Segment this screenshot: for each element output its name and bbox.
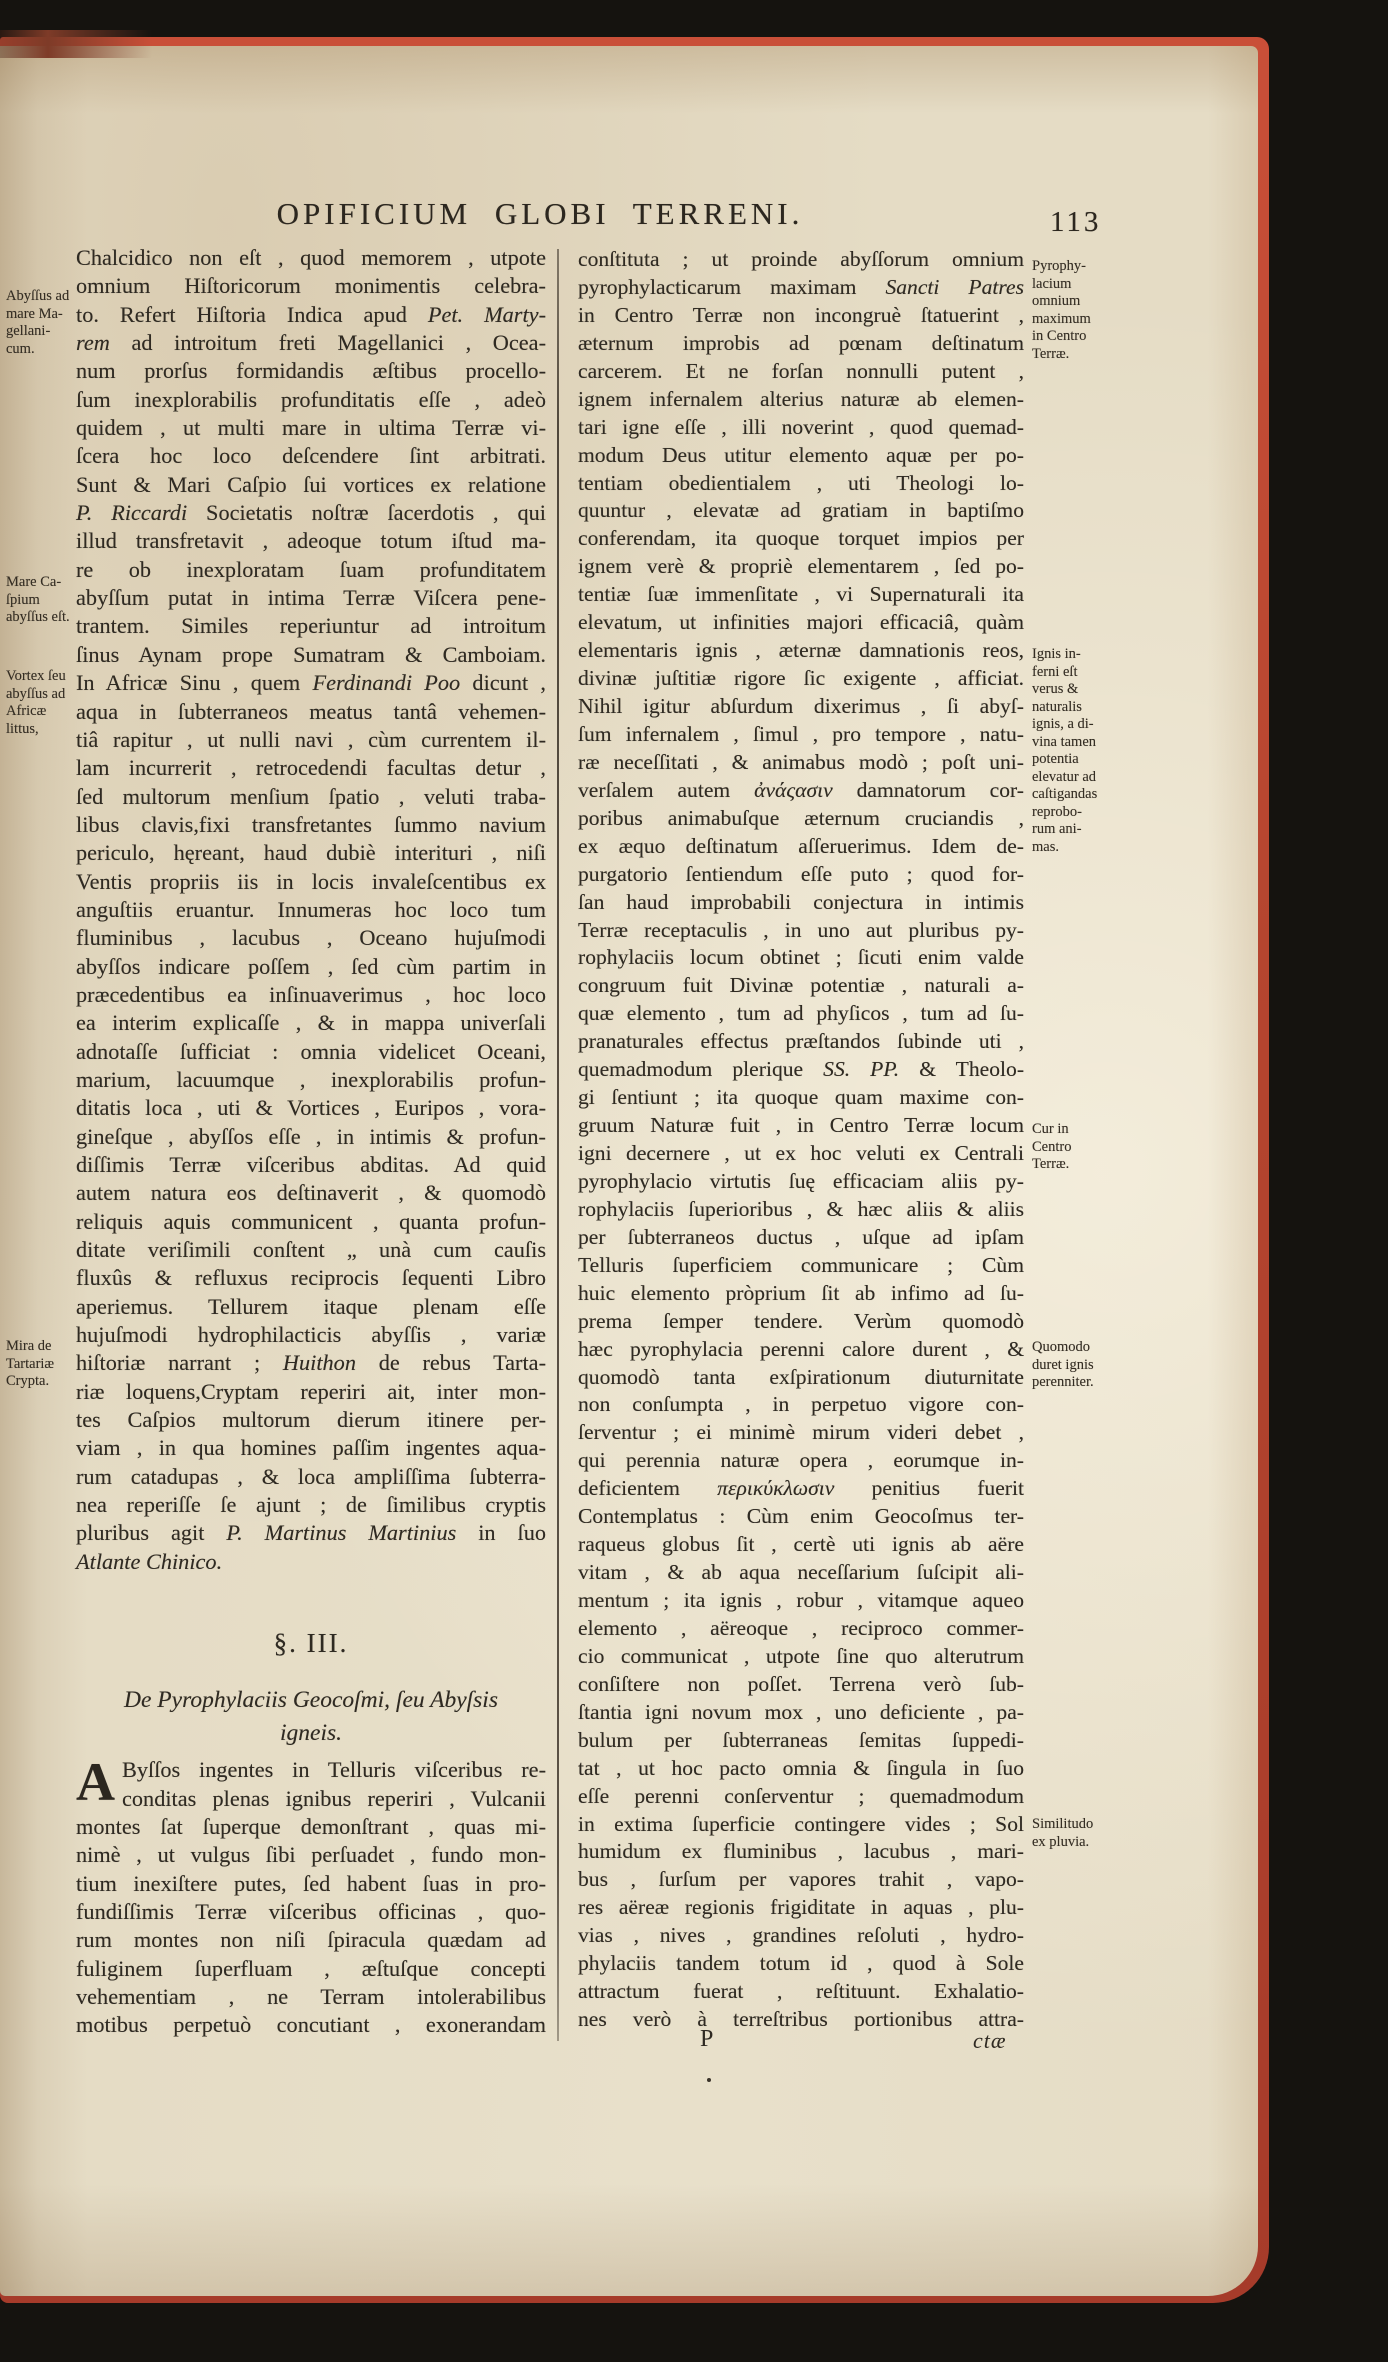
margin-note-line: ferni eſt bbox=[1032, 663, 1078, 680]
text-line: tentiæ ſuæ immenſitate , vi Supernaturali ita bbox=[578, 582, 1024, 607]
book-spine-edge bbox=[0, 30, 160, 58]
text-line: ſtantia igni novum mox , uno deficiente , pa- bbox=[578, 1699, 1024, 1724]
text-column-right bbox=[578, 246, 1024, 2034]
text-line: rophylaciis locum obtinet ; ſicuti enim valde bbox=[578, 945, 1024, 970]
margin-note-line: mare Ma- bbox=[6, 305, 63, 322]
margin-note-line: ignis, a di- bbox=[1032, 716, 1094, 732]
text-line: humidum ex fluminibus , lacubus , mari- bbox=[578, 1839, 1024, 1864]
text-line: ſerventur ; ei minimè mirum videri debet , bbox=[578, 1420, 1024, 1445]
margin-note-line: ſpium bbox=[6, 591, 40, 608]
text-line: lam incurrerit , retrocedendi facultas detur , bbox=[76, 755, 546, 781]
ink-dot bbox=[707, 2078, 711, 2082]
text-line: gineſque , abyſſos eſſe , in intimis & profun- bbox=[76, 1123, 546, 1149]
text-line: aperiemus. Tellurem itaque plenam eſſe bbox=[76, 1293, 546, 1319]
text-line: deficientem περικύκλωσιν penitius fuerit bbox=[578, 1476, 1024, 1501]
text-line: modum Deus utitur elemento aquæ per po- bbox=[578, 442, 1024, 467]
text-line: illud transfretavit , adeoque totum iſtud ma- bbox=[76, 528, 546, 554]
margin-note-line: Mira de bbox=[6, 1338, 52, 1354]
margin-note bbox=[6, 288, 74, 358]
margin-note bbox=[6, 668, 74, 738]
text-line: Terræ receptaculis , in uno aut pluribus py- bbox=[578, 917, 1024, 942]
text-line: qui perennia naturæ opera , eorumque in- bbox=[578, 1448, 1024, 1473]
text-line: carcerem. Et ne forſan nonnulli putent , bbox=[578, 358, 1024, 383]
text-line: abyſſum putat in intima Terræ Viſcera pene- bbox=[76, 585, 546, 611]
text-line: quemadmodum plerique SS. PP. & Theolo- bbox=[578, 1057, 1025, 1082]
text-line: ſum infernalem , ſimul , pro tempore , natu- bbox=[578, 721, 1024, 746]
text-line: viam , in qua homines paſſim ingentes aqua- bbox=[76, 1435, 546, 1461]
drop-cap-letter: A bbox=[76, 1752, 115, 1813]
text-line: ignem verè & propriè elementarem , ſed po- bbox=[578, 554, 1024, 579]
text-line: reliquis aquis communicent , quanta profun- bbox=[76, 1208, 546, 1234]
text-line: æternum improbis ad pœnam deſtinatum bbox=[578, 330, 1024, 355]
spacer bbox=[76, 1576, 546, 1622]
text-line: fluxûs & refluxus reciprocis ſequenti Libro bbox=[76, 1265, 546, 1291]
margin-note-line: cum. bbox=[6, 340, 35, 357]
text-line: rum montes non niſi ſpiracula quædam ad bbox=[76, 1927, 546, 1953]
text-line: tat , ut hoc pacto omnia & ſingula in ſuo bbox=[578, 1755, 1024, 1780]
text-line: huic elemento pròprium ſit ab infimo ad ſu- bbox=[578, 1280, 1024, 1305]
text-line: phylaciis tandem totum id , quod à Sole bbox=[578, 1951, 1024, 1976]
text-line: purgatorio ſentiendum eſſe puto ; quod for- bbox=[578, 861, 1024, 886]
text-line: hiſtoriæ narrant ; Huithon de rebus Tarta- bbox=[76, 1350, 546, 1376]
text-line: to. Refert Hiſtoria Indica apud Pet. Marty- bbox=[76, 301, 546, 327]
margin-note-line: Ignis in- bbox=[1032, 646, 1081, 662]
text-line: ſum inexplorabilis profunditatis eſſe , adeò bbox=[76, 386, 546, 412]
text-line: eſſe perenni conſerventur ; quemadmodum bbox=[578, 1783, 1024, 1808]
text-line: tari igne eſſe , illi noverint , quod quemad- bbox=[578, 414, 1024, 439]
text-line: igni decernere , ut ex hoc veluti ex Centrali bbox=[578, 1141, 1024, 1165]
text-line: Byſſos ingentes in Telluris viſceribus re- A bbox=[76, 1752, 546, 1813]
text-line: abyſſos indicare poſſem , ſed cùm partim in bbox=[76, 953, 546, 979]
text-line: Ventis propriis iis in locis invaleſcentibus ex bbox=[76, 868, 546, 894]
text-line: riæ loquens,Cryptam reperiri ait, inter mon- bbox=[76, 1378, 546, 1404]
margin-note-line: perenniter. bbox=[1032, 1374, 1094, 1390]
margin-note bbox=[6, 574, 74, 627]
text-line: poribus animabuſque æternum cruciandis , bbox=[578, 805, 1024, 830]
margin-note-line: naturalis bbox=[1032, 698, 1082, 715]
text-line: pyrophylacio virtutis ſuę efficaciam aliis py- bbox=[578, 1168, 1024, 1193]
text-line: quidem , ut multi mare in ultima Terræ vi- bbox=[76, 415, 546, 441]
margin-note-line: rum ani- bbox=[1032, 821, 1082, 837]
text-line: nes verò à terreſtribus portionibus attra- bbox=[578, 2007, 1024, 2032]
text-line: rem ad introitum freti Magellanici , Ocea- bbox=[76, 330, 546, 356]
margin-note-line: potentia bbox=[1032, 751, 1079, 767]
margin-note-line: ex pluvia. bbox=[1032, 1833, 1090, 1850]
book-page bbox=[0, 46, 1258, 2296]
text-line: vias , nives , grandines reſoluti , hydro- bbox=[578, 1923, 1024, 1948]
text-line: quuntur , elevatæ ad gratiam in baptiſmo bbox=[578, 498, 1024, 523]
text-line: in Centro Terræ non incongruè ſtatuerint , bbox=[578, 302, 1024, 327]
text-line: divinæ juſtitiæ rigore ſic exigente , afficiat. bbox=[578, 666, 1024, 691]
text-line: ſan haud improbabili conjectura in intimis bbox=[578, 889, 1024, 914]
text-line: conditas plenas ignibus reperiri , Vulcanii bbox=[122, 1785, 546, 1811]
text-line: Chalcidico non eſt , quod memorem , utpote bbox=[76, 245, 546, 270]
text-line: cio communicat , utpote ſine quo alterutrum bbox=[578, 1643, 1024, 1668]
text-line: periculo, hęreant, haud dubiè interituri , niſi bbox=[76, 840, 546, 866]
spacer bbox=[76, 1664, 546, 1684]
margin-note-line: Centro bbox=[1032, 1138, 1072, 1155]
text-line: montes ſat ſuperque demonſtrant , quas mi- bbox=[76, 1813, 546, 1839]
text-line: vitam , & ab aqua neceſſarium ſuſcipit ali- bbox=[578, 1560, 1024, 1585]
text-line: prema ſemper tendere. Verùm quomodò bbox=[578, 1308, 1024, 1333]
margin-note bbox=[1032, 1816, 1142, 1851]
text-line: ræ neceſſitati , & animabus modò ; poſt uni- bbox=[578, 749, 1024, 774]
text-line: verſalem autem ἀνάςασιν damnatorum cor- bbox=[578, 777, 1024, 802]
text-line: Sunt & Mari Caſpio ſui vortices ex relatione bbox=[76, 471, 546, 497]
text-line: anguſtiis eruantur. Innumeras hoc loco tum bbox=[76, 896, 546, 922]
margin-note bbox=[1032, 1339, 1142, 1392]
text-line: non conſumpta , in perpetuo vigore con- bbox=[578, 1392, 1024, 1417]
text-line: motibus perpetuò concutiant , exonerandam bbox=[76, 2012, 546, 2038]
text-line: pranaturales effectus præſtandos ſubinde uti , bbox=[578, 1029, 1024, 1054]
text-line: tentiam obedientialem , uti Theologi lo- bbox=[578, 470, 1024, 495]
margin-note-line: lacium bbox=[1032, 275, 1072, 292]
margin-note-line: mas. bbox=[1032, 838, 1059, 855]
text-line: quæ elemento , tum ad phyſicos , tum ad ſu- bbox=[578, 1001, 1024, 1026]
text-line: attractum fuerat , reſtituunt. Exhalatio- bbox=[578, 1979, 1024, 2004]
text-line: §. III. bbox=[273, 1628, 349, 1659]
text-line: tiâ rapitur , ut nulli navi , cùm currentem il- bbox=[76, 726, 546, 752]
margin-note-line: duret ignis bbox=[1032, 1356, 1094, 1373]
catchword: ctæ bbox=[973, 2028, 1007, 2053]
text-line: vehementiam , ne Terram intolerabilibus bbox=[76, 1983, 546, 2009]
text-line: trantem. Similes reperiuntur ad introitum bbox=[76, 613, 546, 639]
margin-note bbox=[6, 1338, 74, 1391]
margin-note-line: omnium bbox=[1032, 293, 1081, 309]
text-line: ignem infernalem alterius naturæ ab elemen- bbox=[578, 386, 1024, 411]
text-line: ditate veriſimili conſtent „ unà cum cauſis bbox=[76, 1237, 546, 1263]
margin-note-line: Cur in bbox=[1032, 1121, 1069, 1137]
margin-note-line: Similitudo bbox=[1032, 1816, 1094, 1832]
text-line: gruum Naturæ fuit , in Centro Terræ locum bbox=[578, 1113, 1024, 1138]
text-line: per ſubterraneos ductus , uſque ad ipſam bbox=[578, 1224, 1024, 1249]
text-line: In Africæ Sinu , quem Ferdinandi Poo dicunt , bbox=[76, 670, 546, 696]
text-line: in extima ſuperficie contingere vides ; Sol bbox=[578, 1811, 1024, 1836]
text-line: elevatum, ut infinities majori efficaciâ, quàm bbox=[578, 610, 1024, 635]
margin-note-line: Africæ bbox=[6, 703, 47, 719]
text-line: fuliginem ſuperfluam , æſtuſque concepti bbox=[76, 1955, 546, 1981]
text-line: marium, lacuumque , inexplorabilis profun- bbox=[76, 1066, 546, 1092]
text-line: libus clavis,fixi transfretantes ſummo navium bbox=[76, 811, 546, 837]
text-line: autem natura eos deſtinaverit , & quomodò bbox=[76, 1180, 546, 1206]
text-line: igneis. bbox=[279, 1720, 342, 1747]
margin-note-line: Crypta. bbox=[6, 1373, 50, 1389]
text-line: gi ſentiunt ; ita quoque quam maxime con- bbox=[578, 1085, 1024, 1110]
text-line: num prorſus formidandis æſtibus procello- bbox=[76, 358, 546, 384]
margin-note-line: Abyſſus ad bbox=[6, 288, 70, 304]
signature-mark: P bbox=[700, 2026, 714, 2052]
text-line: elementaris ignis , æternæ damnationis reos, bbox=[578, 638, 1024, 663]
text-line: omnium Hiſtoricorum monimentis celebra- bbox=[76, 273, 546, 299]
text-line: ditatis loca , uti & Vortices , Euripos , vora- bbox=[76, 1095, 546, 1121]
text-column-left bbox=[76, 244, 546, 2040]
text-line: nimè , ut vulgus ſibi perſuadet , fundo mon- bbox=[76, 1842, 546, 1868]
text-line: raqueus globus ſit , certè uti ignis ab aëre bbox=[578, 1532, 1024, 1557]
margin-note-line: caſtigandas bbox=[1032, 786, 1098, 802]
margin-note-line: Terræ. bbox=[1032, 1156, 1070, 1172]
margin-note-line: reprobo- bbox=[1032, 803, 1082, 820]
text-line: quomodò tanta exſpirationum diuturnitate bbox=[578, 1364, 1024, 1389]
margin-note-line: abyſſus eſt. bbox=[6, 609, 70, 625]
margin-note bbox=[1032, 258, 1142, 363]
margin-note-line: Terræ. bbox=[1032, 345, 1070, 362]
text-line: Atlante Chinico. bbox=[76, 1548, 223, 1574]
text-line: præcedentibus ea inſinuaverimus , hoc loco bbox=[76, 981, 546, 1007]
text-line: nea reperiſſe ſe ajunt ; de ſimilibus cryptis bbox=[76, 1492, 546, 1518]
text-line: adnotaſſe ſufficiat : omnia videlicet Oceani, bbox=[76, 1038, 546, 1064]
page-number: 113 bbox=[1050, 206, 1102, 238]
margin-note-line: Pyrophy- bbox=[1032, 258, 1086, 274]
text-line: Contemplatus : Cùm enim Geocoſmus ter- bbox=[578, 1504, 1024, 1529]
text-line: Telluris ſuperficiem communicare ; Cùm bbox=[578, 1252, 1024, 1277]
margin-note-line: in Centro bbox=[1032, 328, 1087, 344]
text-line: bulum per ſubterraneas ſemitas ſuppedi- bbox=[578, 1727, 1024, 1752]
margin-note-line: littus, bbox=[6, 720, 39, 737]
text-line: ex æquo deſtinatum aſſeruerimus. Idem de- bbox=[578, 833, 1024, 858]
text-line: hujuſmodi hydrophilacticis abyſſis , variæ bbox=[76, 1322, 546, 1348]
text-line: conſiſtere non poſſet. Terrena verò ſub- bbox=[578, 1671, 1024, 1696]
text-line: Nihil igitur abſurdum dixerimus , ſi abyſ- bbox=[578, 694, 1024, 718]
running-header-title: OPIFICIUM GLOBI TERRENI. bbox=[276, 196, 804, 231]
text-line: De Pyrophylaciis Geocoſmi, ſeu Abyſsis bbox=[124, 1687, 498, 1714]
margin-note-line: abyſſus ad bbox=[6, 685, 66, 702]
text-line: ſed multorum menſium ſpatio , veluti traba- bbox=[76, 783, 546, 809]
margin-note-line: vina tamen bbox=[1032, 733, 1097, 750]
text-line: tes Caſpios multorum dierum itinere per- bbox=[76, 1407, 546, 1433]
text-line: ſinus Aynam prope Sumatram & Camboiam. bbox=[76, 641, 546, 667]
text-line: ea interim explicaſſe , & in mappa univerſali bbox=[76, 1010, 546, 1036]
text-line: conſtituta ; ut proinde abyſſorum omnium bbox=[578, 247, 1024, 271]
text-line: P. Riccardi Societatis noſtræ ſacerdotis , qui bbox=[76, 500, 546, 526]
text-line: fluminibus , lacubus , Oceano hujuſmodi bbox=[76, 925, 546, 951]
text-line: conferendam, ita quoque torquet impios per bbox=[578, 526, 1024, 551]
text-line: re ob inexploratam ſuam profunditatem bbox=[76, 556, 546, 582]
text-line: ſcera hoc loco deſcendere ſint arbitrati. bbox=[76, 443, 546, 469]
text-line: res aëreæ regionis frigiditate in aquas , plu- bbox=[578, 1895, 1024, 1920]
text-line: tium inexiſtere putes, ſed habent ſuas in pro- bbox=[76, 1870, 546, 1896]
margin-note-line: Vortex ſeu bbox=[6, 668, 66, 684]
margin-note-line: verus & bbox=[1032, 681, 1079, 697]
text-line: pluribus agit P. Martinus Martinius in ſuo bbox=[76, 1520, 546, 1546]
margin-note-line: maximum bbox=[1032, 310, 1091, 327]
margin-note bbox=[1032, 1121, 1142, 1174]
margin-note-line: Tartariæ bbox=[6, 1355, 55, 1372]
margin-note-line: Quomodo bbox=[1032, 1339, 1090, 1355]
margin-note-line: elevatur ad bbox=[1032, 768, 1097, 785]
margin-note bbox=[1032, 646, 1142, 856]
text-line: rophylaciis ſuperioribus , & hæc aliis & aliis bbox=[578, 1196, 1024, 1221]
text-line: elemento , aëreoque , reciproco commer- bbox=[578, 1615, 1024, 1640]
text-line: fundiſſimis Terræ viſceribus officinas , quo- bbox=[76, 1898, 546, 1924]
text-line: mentum ; ita ignis , robur , vitamque aqueo bbox=[578, 1588, 1024, 1612]
margin-note-line: gellani- bbox=[6, 323, 51, 339]
text-line: pyrophylacticarum maximam Sancti Patres bbox=[578, 274, 1025, 299]
text-line: rum catadupas , & loca ampliſſima ſubterra- bbox=[76, 1463, 546, 1489]
column-divider-rule bbox=[557, 249, 559, 2041]
text-line: congruum fuit Divinæ potentiæ , naturali a- bbox=[578, 973, 1024, 998]
margin-note-line: Mare Ca- bbox=[6, 574, 62, 590]
text-line: aqua in ſubterraneos meatus tantâ vehemen- bbox=[76, 698, 546, 724]
text-line: bus , ſurſum per vapores trahit , vapo- bbox=[578, 1867, 1024, 1892]
text-line: diſſimis Terræ viſceribus abditas. Ad quid bbox=[76, 1152, 546, 1177]
text-line: hæc pyrophylacia perenni calore durent , & bbox=[578, 1336, 1024, 1361]
